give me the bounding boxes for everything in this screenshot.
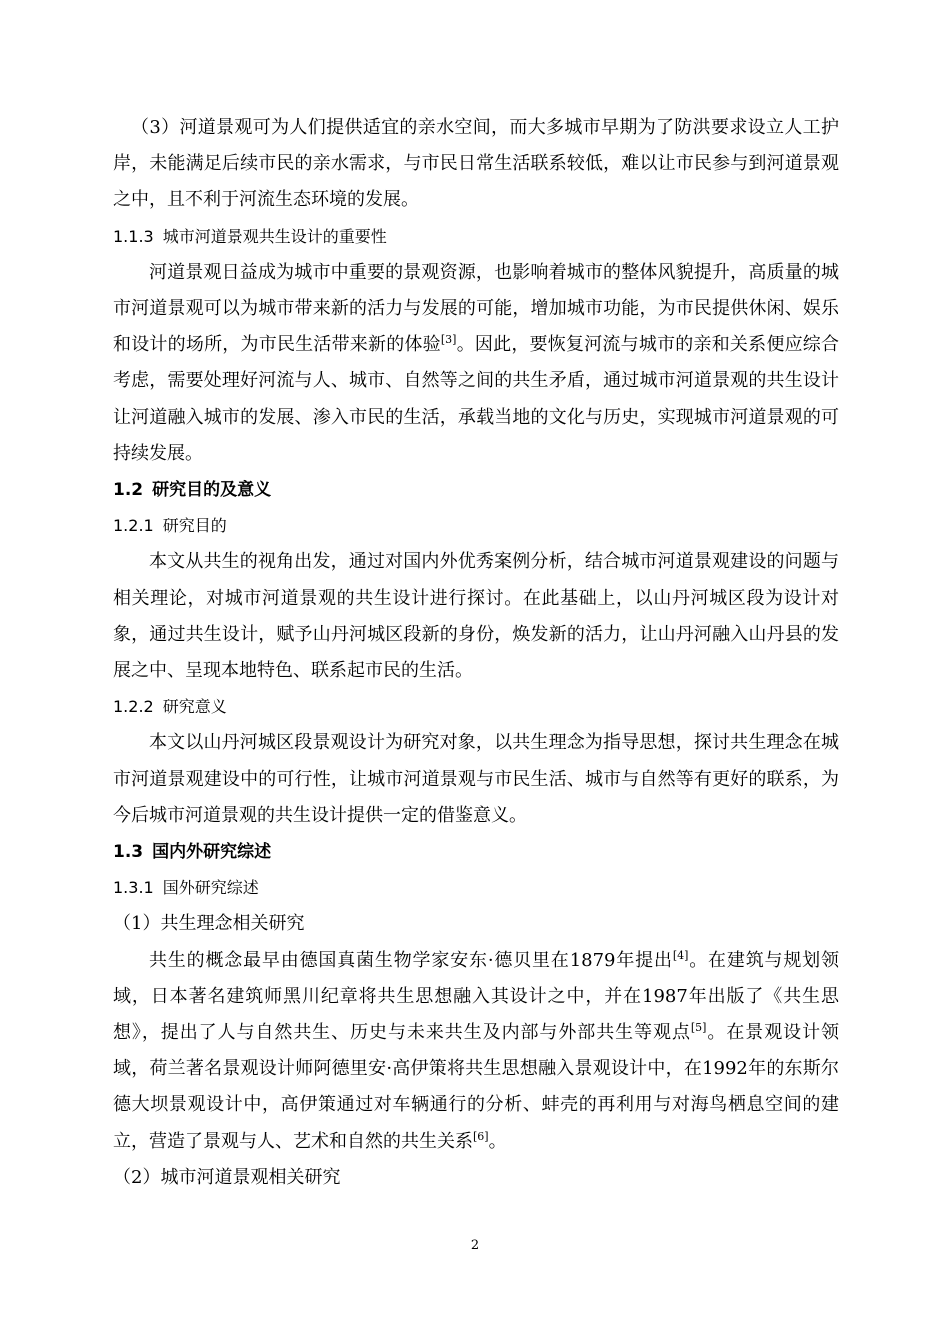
subheading-symbiosis-research — [113, 906, 839, 942]
section-number: 1.3.1 — [113, 878, 154, 898]
text-run: （3）河道景观可为人们提供适宜的亲水空间，而大多城市早期为了防洪要求设立人工护岸，未能满足后续市民的亲水需求，与市民日常生活联系较低，难以让市民参与到河道景观之中，且不利于河流生态环境的发展。 — [113, 117, 839, 211]
paragraph-embankment-issue — [113, 110, 839, 219]
section-title: 研究目的及意义 — [152, 480, 272, 501]
text-run: 。在景观设计领域，荷兰著名景观设计师阿德里安·高伊策将共生思想融入景观设计中，在1992年的东斯尔德大坝景观设计中，高伊策通过对车辆通行的分析、蚌壳的再利用与对海鸟栖息空间的建立，营造了景观与人、艺术和自然的共生关系 — [113, 1022, 840, 1152]
section-title: 研究意义 — [162, 697, 227, 717]
section-title: 国内外研究综述 — [152, 842, 272, 863]
section-number: 1.2.2 — [113, 697, 154, 717]
heading-1-2-1 — [113, 508, 839, 544]
heading-1-3 — [113, 834, 839, 870]
text-run: 河道景观日益成为城市中重要的景观资源，也影响着城市的整体风貌提升，高质量的城市河道景观可以为城市带来新的活力与发展的可能，增加城市功能，为市民提供休闲、娱乐和设计的场所，为市民生活带来新的体验 — [113, 261, 839, 356]
text-run: 。在建筑与规划领域，日本著名建筑师黑川纪章将共生思想融入其设计之中，并在1987年出版了《共生思想》，提出了人与自然共生、历史与未来共生及内部与外部共生等观点 — [113, 949, 840, 1044]
heading-1-2 — [113, 472, 839, 508]
section-number: 1.3 — [113, 842, 144, 863]
text-run: 共生的概念最早由德国真菌生物学家安东·德贝里在1879年提出 — [149, 949, 673, 971]
text-run: （1）共生理念相关研究 — [113, 913, 305, 935]
page-number: 2 — [470, 1238, 480, 1253]
heading-1-1-3 — [113, 219, 839, 255]
text-run: 。因此，要恢复河流与城市的亲和关系便应综合考虑，需要处理好河流与人、城市、自然等之间的共生矛盾，通过城市河道景观的共生设计让河道融入城市的发展、渗入市民的生活，承载当地的文化与历史，实现城市河道景观的可持续发展。 — [113, 334, 840, 464]
citation-ref: [3] — [440, 333, 457, 347]
document-page — [113, 110, 839, 1196]
section-number: 1.2 — [113, 480, 144, 501]
citation-ref: [5] — [690, 1021, 707, 1035]
citation-ref: [6] — [473, 1129, 489, 1143]
text-run: （2）城市河道景观相关研究 — [113, 1166, 341, 1188]
citation-ref: [4] — [672, 948, 689, 962]
text-run: 本文从共生的视角出发，通过对国内外优秀案例分析，结合城市河道景观建设的问题与相关理论，对城市河道景观的共生设计进行探讨。在此基础上，以山丹河城区段为设计对象，通过共生设计，赋予山丹河城区段新的身份，焕发新的活力，让山丹河融入山丹县的发展之中、呈现本地特色、联系起市民的生活。 — [113, 551, 839, 682]
text-run: 。 — [488, 1130, 507, 1152]
heading-1-3-1 — [113, 870, 839, 906]
subheading-urban-river-research — [113, 1160, 839, 1196]
paragraph-research-purpose — [113, 544, 839, 689]
section-title: 研究目的 — [162, 516, 227, 536]
section-title: 城市河道景观共生设计的重要性 — [162, 226, 387, 246]
section-number: 1.1.3 — [113, 226, 154, 246]
paragraph-importance — [113, 255, 839, 472]
paragraph-symbiosis-history — [113, 943, 839, 1160]
text-run: 本文以山丹河城区段景观设计为研究对象，以共生理念为指导思想，探讨共生理念在城市河道景观建设中的可行性，让城市河道景观与市民生活、城市与自然等有更好的联系，为今后城市河道景观的共生设计提供一定的借鉴意义。 — [113, 732, 839, 826]
section-number: 1.2.1 — [113, 516, 154, 536]
heading-1-2-2 — [113, 689, 839, 725]
section-title: 国外研究综述 — [162, 878, 259, 898]
paragraph-research-significance — [113, 725, 839, 834]
